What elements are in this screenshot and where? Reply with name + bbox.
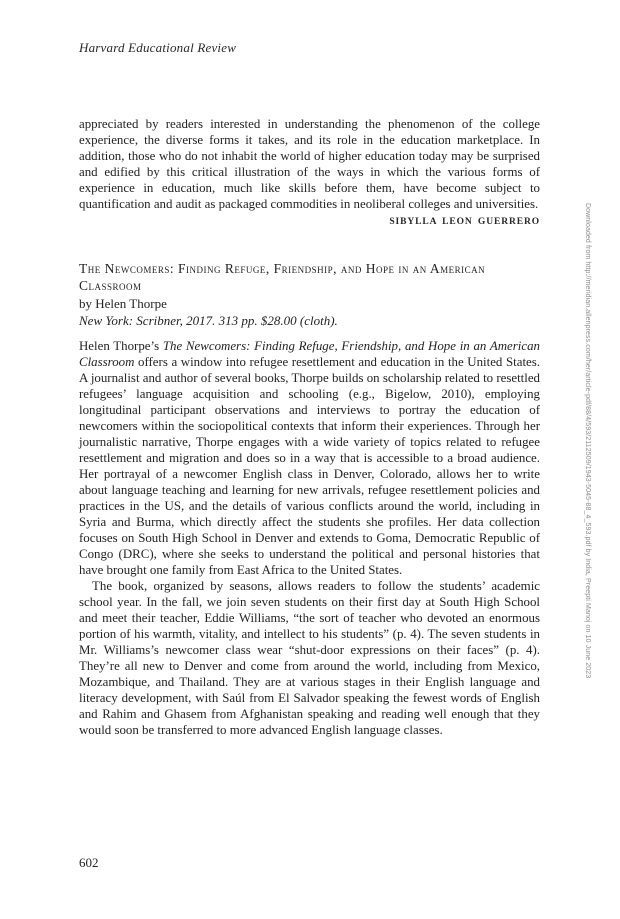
download-watermark: Downloaded from http://meridian.allenpress.com/her/article-pdf/88/4/593/2112509/1943-5045-88_4_593.pdf by India, Preepti Manoj on 10 June 2023 xyxy=(584,203,591,679)
book-author-line: by Helen Thorpe xyxy=(79,296,167,311)
reviewer-attribution: SIBYLLA LEON GUERRERO xyxy=(389,217,540,227)
book-title: The Newcomers: Finding Refuge, Friendship, and Hope in an American Classroom xyxy=(79,261,486,293)
review-body xyxy=(79,338,540,738)
book-title-inline: The Newcomers: Finding Refuge, Friendship, and Hope in an American Classroom xyxy=(79,339,540,369)
review-paragraph xyxy=(79,578,540,738)
review-text-segment: Helen Thorpe’s xyxy=(79,339,163,353)
book-publication-line: New York: Scribner, 2017. 313 pp. $28.00 (cloth). xyxy=(79,313,338,328)
review-text-segment: The book, organized by seasons, allows readers to follow the students’ academic school year. In the fall, we join seven students on their first day at South High School and meet their teacher, Eddie Williams, “the sort of teacher who devoted an enormous portion of his warmth, vitality, and intellect to his students” (p. 4). The seven students in Mr. Williams’s newcomer class wear “shut-door expressions on their faces” (p. 4). They’re all new to Denver and come from around the world, including from Mexico, Mozambique, and Thailand. They are at various stages in their English language and literacy development, with Saúl from El Salvador speaking the fewest words of English and Rahim and Ghasem from Afghanistan speaking and reading well enough that they would soon be transferred to more advanced English language classes. xyxy=(79,579,540,737)
review-paragraph xyxy=(79,338,540,578)
running-header: Harvard Educational Review xyxy=(79,40,237,55)
previous-review-continuation: appreciated by readers interested in understanding the phenomenon of the college experience, the diverse forms it takes, and its role in the education marketplace. In addition, those who do not inhabit the world of higher education today may be surprised and edified by this critical illustration of the ways in which the various forms of experience in education, much like skills before them, have become subject to quantification and audit as packaged commodities in neoliberal colleges and universities. xyxy=(79,117,540,211)
review-text-segment: offers a window into refugee resettlement and education in the United States. A journalist and author of several books, Thorpe builds on scholarship related to resettled refugees’ language acquisition and schooling (e.g., Bigelow, 2010), employing longitudinal participant observations and interviews to portray the education of newcomers within the sociopolitical contexts that inform their experiences. Through her journalistic narrative, Thorpe engages with a wide variety of topics related to refugee resettlement and migration and does so in a way that is accessible to a broad audience. Her portrayal of a newcomer English class in Denver, Colorado, allows her to write about language teaching and learning for new arrivals, refugee resettlement policies and practices in the US, and the details of various conflicts around the world, including in Syria and Burma, which directly affect the students she profiles. Her data collection focuses on South High School in Denver and extends to Goma, Democratic Republic of Congo (DRC), where she seeks to understand the political and personal histories that have brought one family from East Africa to the United States. xyxy=(79,355,540,577)
page-content xyxy=(79,116,540,738)
page-number: 602 xyxy=(79,855,99,870)
